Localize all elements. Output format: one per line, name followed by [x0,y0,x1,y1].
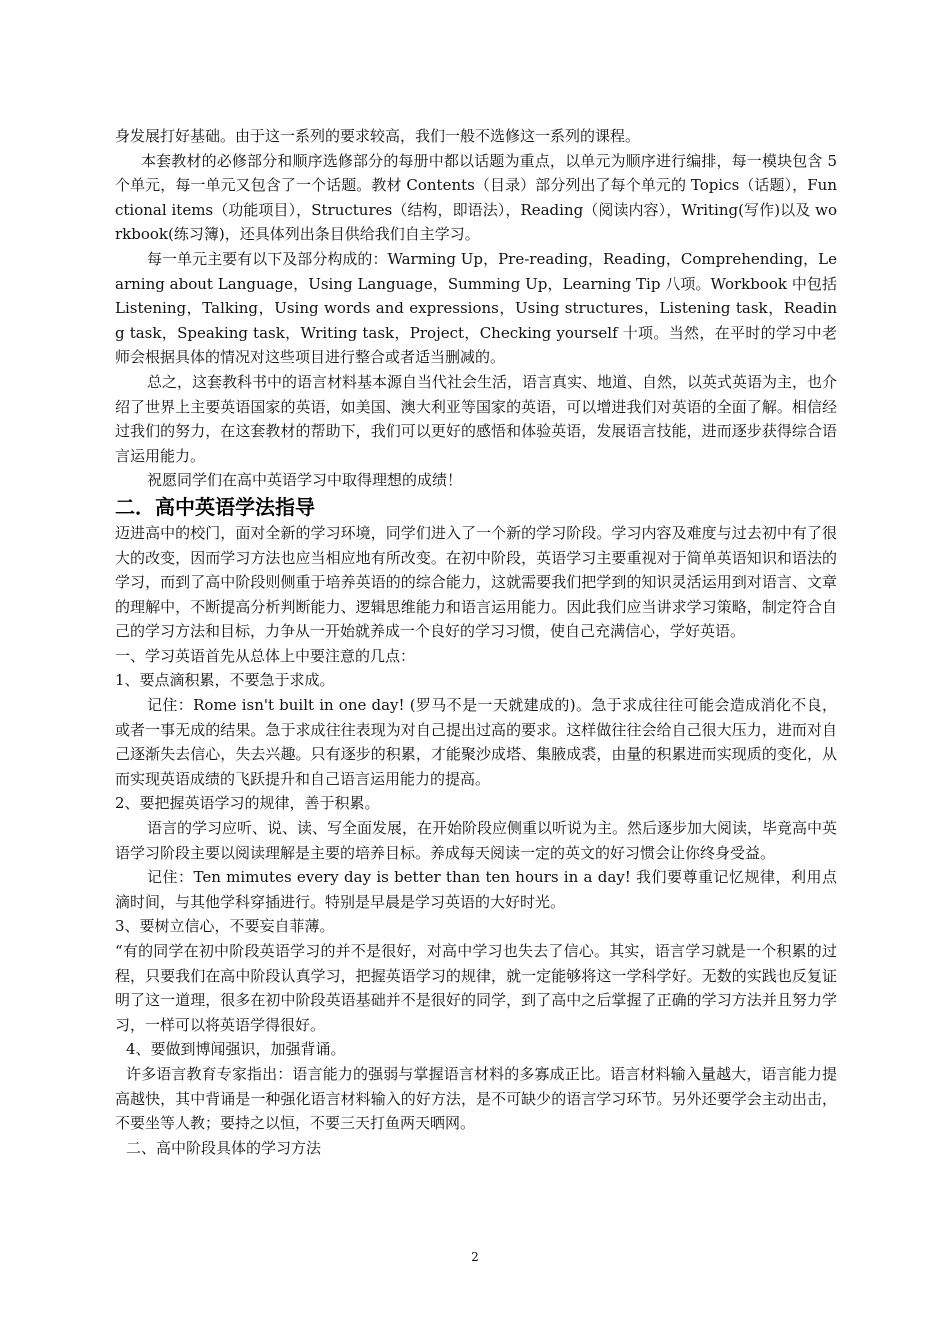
page-number: 2 [471,1250,479,1264]
section-heading: 二．高中英语学法指导 [115,494,315,519]
point-2-body: 语言的学习应听、说、读、写全面发展，在开始阶段应侧重以听说为主。然后逐步加大阅读，毕竟高中英语学习阶段主要以阅读理解是主要的培养目标。养成每天阅读一定的英文的好习惯会让你终身受益。 [115,819,838,862]
paragraph-intro: 迈进高中的校门，面对全新的学习环境，同学们进入了一个新的学习阶段。学习内容及难度与过去初中有了很大的改变，因而学习方法也应当相应地有所改变。在初中阶段，英语学习主要重视对于简单英语知识和语法的学习，而到了高中阶段则侧重于培养英语的的综合能力，这就需要我们把学到的知识灵活运用到对语言、文章的理解中，不断提高分析判断能力、逻辑思维能力和语言运用能力。因此我们应当讲求学习策略，制定符合自己的学习方法和目标，力争从一开始就养成一个良好的学习习惯，使自己充满信心，学好英语。 [115,523,837,641]
paragraph-5: 祝愿同学们在高中英语学习中取得理想的成绩！ [147,471,463,490]
point-3-body: “有的同学在初中阶段英语学习的并不是很好，对高中学习也失去了信心。其实，语言学习就是一个积累的过程，只要我们在高中阶段认真学习，把握英语学习的规律，就一定能够将这一学科学好。无数的实践也反复证明了这一道理，很多在初中阶段英语基础并不是很好的同学，到了高中之后掌握了正确的学习方法并且努力学习，一样可以将英语学得很好。 [115,942,837,1034]
paragraph-1: 身发展打好基础。由于这一系列的要求较高，我们一般不选修这一系列的课程。 [115,127,641,145]
point-4-body: 许多语言教育专家指出：语言能力的强弱与掌握语言材料的多寡成正比。语言材料输入量越大，语言能力提高越快，其中背诵是一种强化语言材料输入的好方法，是不可缺少的语言学习环节。另外还要学会主动出击，不要坐等人教；要持之以恒，不要三天打鱼两天晒网。 [115,1064,837,1133]
document-body [115,124,837,1160]
list-heading-1: 一、学习英语首先从总体上中要注意的几点： [115,646,416,665]
point-4-title: 4、要做到博闻强识，加强背诵。 [126,1040,346,1059]
paragraph-4: 总之，这套教科书中的语言材料基本源自当代社会生活，语言真实、地道、自然，以英式英语为主，也介绍了世界上主要英语国家的英语，如美国、澳大利亚等国家的英语，可以增进我们对英语的全面了解。相信经过我们的努力，在这套教材的帮助下，我们可以更好的感悟和体验英语，发展语言技能，进而逐步获得综合语言运用能力。 [115,372,838,465]
paragraph-2: 本套教材的必修部分和顺序选修部分的每册中都以话题为重点，以单元为顺序进行编排，每一模块包含 5 个单元，每一单元又包含了一个话题。教材 Contents（目录）部分列出了每个单元的 Topics（话题），Functional items（功能项目），Structures（结构，即语法），Reading（阅读内容），Writing(写作)以及 workbook(练习簿)，还具体列出条目供给我们自主学习。 [115,151,837,244]
point-3-title: 3、要树立信心，不要妄自菲薄。 [115,917,335,936]
point-1-title: 1、要点滴积累，不要急于求成。 [115,671,335,690]
point-1-body: 记住：Rome isn't built in one day! (罗马不是一天就建成的)。急于求成往往可能会造成消化不良，或者一事无成的结果。急于求成往往表现为对自己提出过高的要求。这样做往往会给自己很大压力，进而对自己逐渐失去信心，失去兴趣。只有逐步的积累，才能聚沙成塔、集腋成裘，由量的积累进而实现质的变化，从而实现英语成绩的飞跃提升和自己语言运用能力的提高。 [115,696,837,788]
list-heading-2: 二、高中阶段具体的学习方法 [126,1138,322,1157]
point-2-note: 记住：Ten mimutes every day is better than ten hours in a day! 我们要尊重记忆规律，利用点滴时间，与其他学科穿插进行。特别是早晨是学习英语的大好时光。 [115,868,837,911]
point-2-title: 2、要把握英语学习的规律，善于积累。 [115,794,380,813]
paragraph-3: 每一单元主要有以下及部分构成的：Warming Up，Pre-reading，Reading，Comprehending，Learning about Language，Using Language，Summing Up，Learning Tip 八项。Workbook 中包括 Listening，Talking，Using words and expressions，Using structures，Listening task，Reading task，Speaking task，Writing task，Project，Checking yourself 十项。当然，在平时的学习中老师会根据具体的情况对这些项目进行整合或者适当删减的。 [115,249,837,367]
